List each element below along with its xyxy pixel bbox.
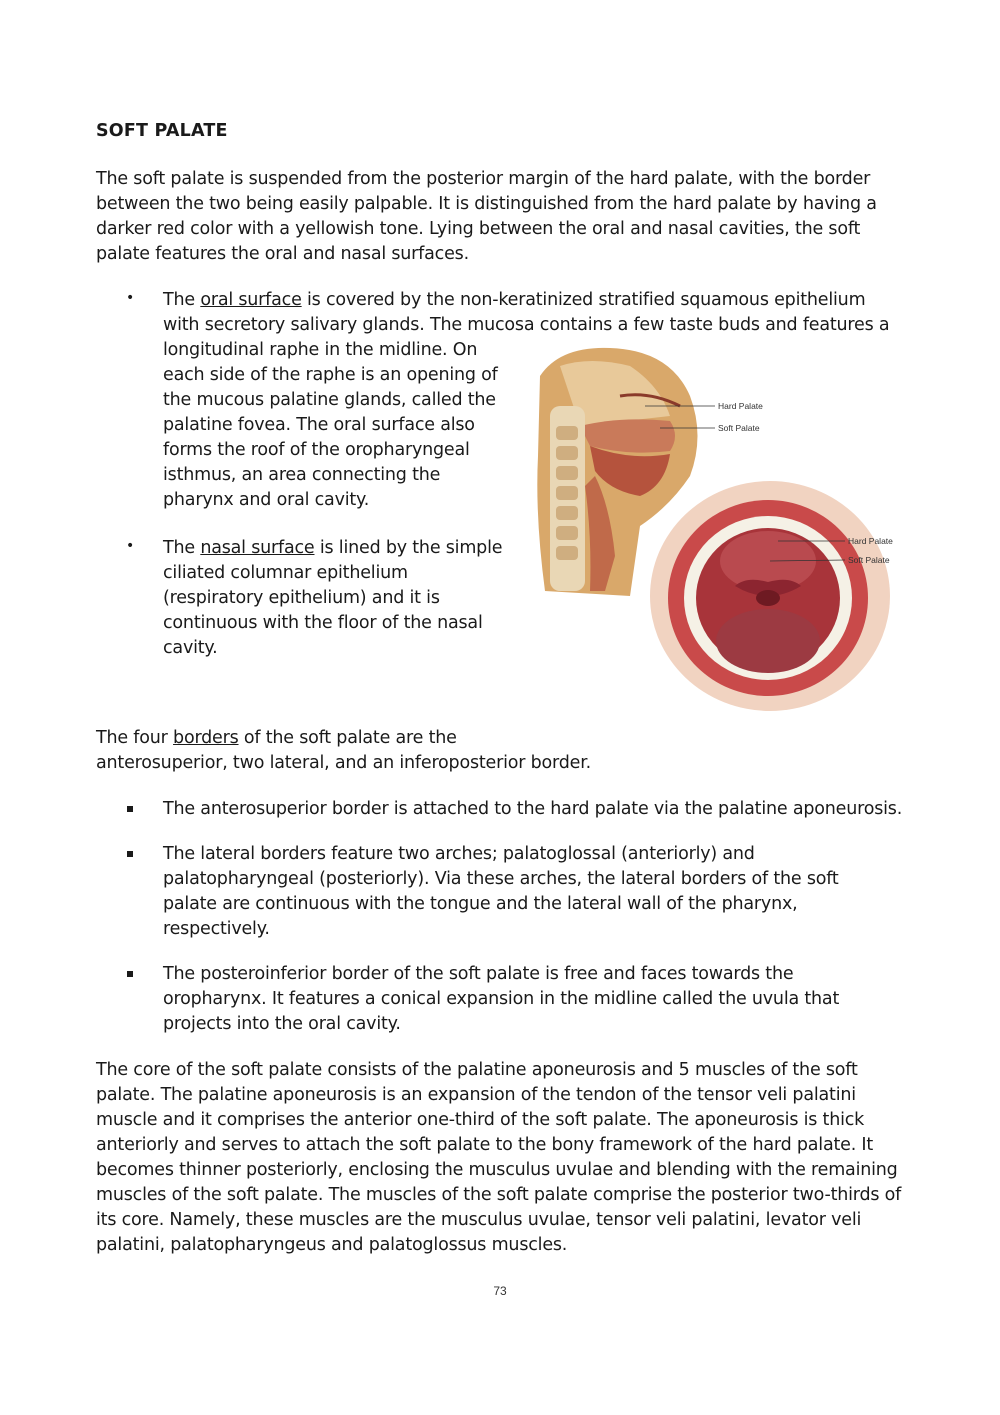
oral-surface-lead: The oral surface is covered by the non-keratinized stratified squamous epithelium with secretory salivary glands. The mucosa contains a few taste buds and features a xyxy=(163,290,890,335)
border-item: The lateral borders feature two arches; palatoglossal (anteriorly) and palatopharyngeal (posteriorly). Via these arches, the lateral borders of the soft palate are continuous with the tongue and the lateral wall of the pharynx, respectively. xyxy=(163,844,839,939)
oral-surface-line2: with secretory salivary glands. The mucosa contains a few taste buds and features a xyxy=(163,315,890,335)
soft-palate-label: Soft Palate xyxy=(718,423,760,433)
hard-palate-label: Hard Palate xyxy=(718,401,763,411)
square-bullet xyxy=(127,971,133,977)
section-heading: SOFT PALATE xyxy=(96,121,228,141)
oral-surface-continued: longitudinal raphe in the midline. On each side of the raphe is an opening of the mucous palatine glands, called the palatine fovea. The oral surface also forms the roof of the oropharyngeal isthmus, an area connecting the pharynx and oral cavity. xyxy=(163,340,498,510)
open-mouth-image xyxy=(650,481,890,711)
nasal-surface-item: The nasal surface is lined by the simple ciliated columnar epithelium (respiratory epithelium) and it is continuous with the floor of the nasal cavity. xyxy=(163,536,513,661)
bullet-marker: • xyxy=(126,538,135,554)
square-bullet xyxy=(127,806,133,812)
nasal-surface-term: nasal surface xyxy=(200,538,315,558)
bullet-marker: • xyxy=(126,290,135,306)
border-item: The posteroinferior border of the soft palate is free and faces towards the oropharynx. It features a conical expansion in the midline called the uvula that projects into the oral cavity. xyxy=(163,964,840,1034)
page-number: 73 xyxy=(493,1284,507,1298)
borders-intro: The four borders of the soft palate are the anterosuperior, two lateral, and an inferoposterior border. xyxy=(96,728,591,773)
soft-palate-illustration xyxy=(520,336,912,728)
anatomy-figure xyxy=(520,336,912,728)
border-item: The anterosuperior border is attached to the hard palate via the palatine aponeurosis. xyxy=(163,799,903,819)
square-bullet xyxy=(127,851,133,857)
core-paragraph: The core of the soft palate consists of the palatine aponeurosis and 5 muscles of the soft palate. The palatine aponeurosis is an expansion of the tendon of the tensor veli palatini muscle and it comprises the anterior one-third of the soft palate. The aponeurosis is thick anteriorly and serves to attach the soft palate to the bony framework of the hard palate. It becomes thinner posteriorly, enclosing the musculus uvulae and blending with the remaining muscles of the soft palate. The muscles of the soft palate comprise the posterior two-thirds of its core. Namely, these muscles are the musculus uvulae, tensor veli palatini, levator veli palatini, palatopharyngeus and palatoglossus muscles. xyxy=(96,1060,902,1255)
hard-palate-label: Hard Palate xyxy=(848,536,893,546)
oral-surface-term: oral surface xyxy=(200,290,302,310)
borders-term: borders xyxy=(173,728,239,748)
soft-palate-label: Soft Palate xyxy=(848,555,890,565)
intro-paragraph: The soft palate is suspended from the posterior margin of the hard palate, with the border between the two being easily palpable. It is distinguished from the hard palate by having a darker red color with a yellowish tone. Lying between the oral and nasal cavities, the soft palate features the oral and nasal surfaces. xyxy=(96,169,877,264)
nasal-surface-continued: ciliated columnar epithelium (respiratory epithelium) and it is continuous with the floor of the nasal cavity. xyxy=(163,563,483,658)
